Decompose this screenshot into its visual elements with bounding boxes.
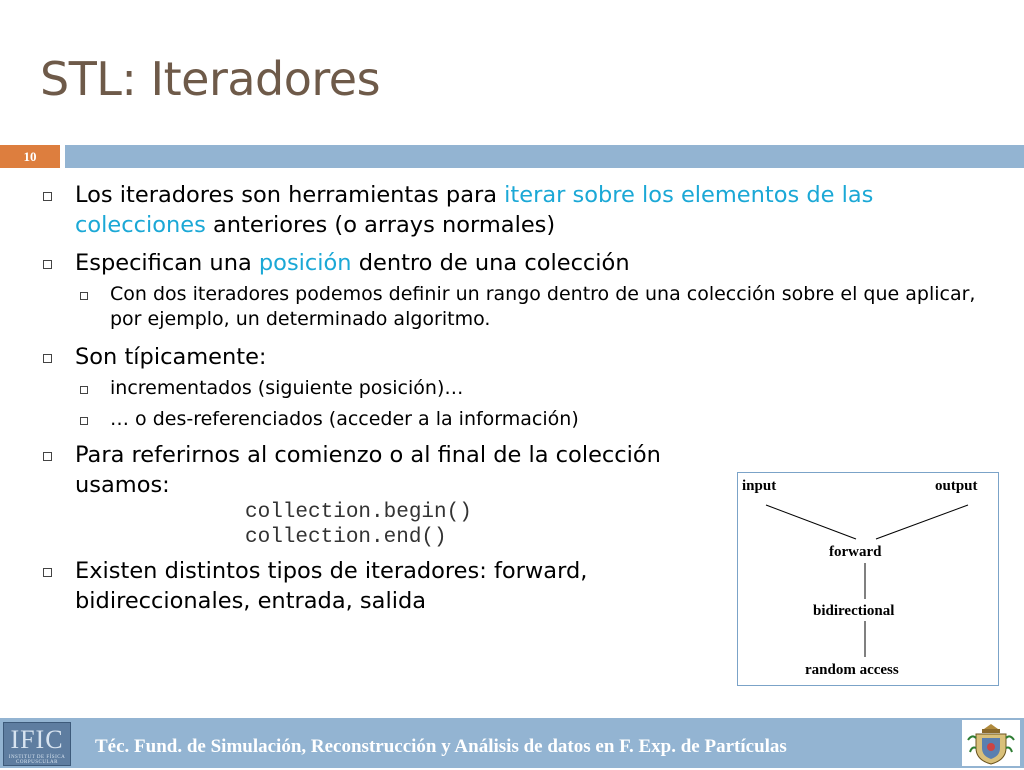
bullet-text: anteriores (o arrays normales) — [205, 212, 556, 238]
ific-logo-text: IFIC — [10, 725, 64, 754]
subbullet-incremented: incrementados (siguiente posición)… — [40, 376, 990, 401]
header-bar — [65, 145, 1024, 168]
bullet-position — [40, 248, 990, 278]
bullet-text: Especifican una — [75, 250, 259, 276]
university-crest-icon — [962, 720, 1020, 766]
diagram-label-output: output — [935, 478, 978, 494]
bullet-begin-end — [40, 440, 675, 550]
bullet-text: Para referirnos al comienzo o al final de la colección usamos: — [75, 442, 661, 498]
code-begin: collection.begin() — [245, 501, 472, 524]
diagram-label-random-access: random access — [805, 662, 899, 678]
bullet-iterator-types: Existen distintos tipos de iteradores: forward, bidireccionales, entrada, salida — [40, 556, 735, 616]
diagram-label-input: input — [742, 478, 777, 494]
footer-course-title: Téc. Fund. de Simulación, Reconstrucción y Análisis de datos en F. Exp. de Partículas — [95, 736, 787, 757]
ific-logo-subtext: INSTITUT DE FÍSICA CORPUSCULAR — [8, 755, 66, 765]
diagram-label-forward: forward — [829, 544, 882, 560]
subbullet-range: Con dos iteradores podemos definir un rango dentro de una colección sobre el que aplicar, por ejemplo, un determinado algoritmo. — [40, 282, 990, 332]
highlight-text: posición — [258, 250, 352, 276]
code-end: collection.end() — [245, 526, 447, 549]
ific-logo — [3, 722, 71, 766]
highlight-text: iterar sobre los elementos de las colecciones — [75, 182, 874, 238]
diagram-connectors — [738, 473, 998, 685]
bullet-typically: Son típicamente: — [40, 342, 990, 372]
iterator-hierarchy-diagram — [737, 472, 999, 686]
slide-title: STL: Iteradores — [40, 52, 381, 106]
bullet-iterators-definition — [40, 180, 990, 240]
diagram-label-bidirectional: bidirectional — [813, 603, 895, 619]
bullet-text: dentro de una colección — [351, 250, 630, 276]
subbullet-dereferenced: … o des-referenciados (acceder a la información) — [40, 407, 640, 432]
connector-input-forward — [766, 505, 856, 539]
connector-output-forward — [876, 505, 968, 539]
slide-number: 10 — [0, 145, 60, 168]
bullet-text: Los iteradores son herramientas para — [75, 182, 505, 208]
